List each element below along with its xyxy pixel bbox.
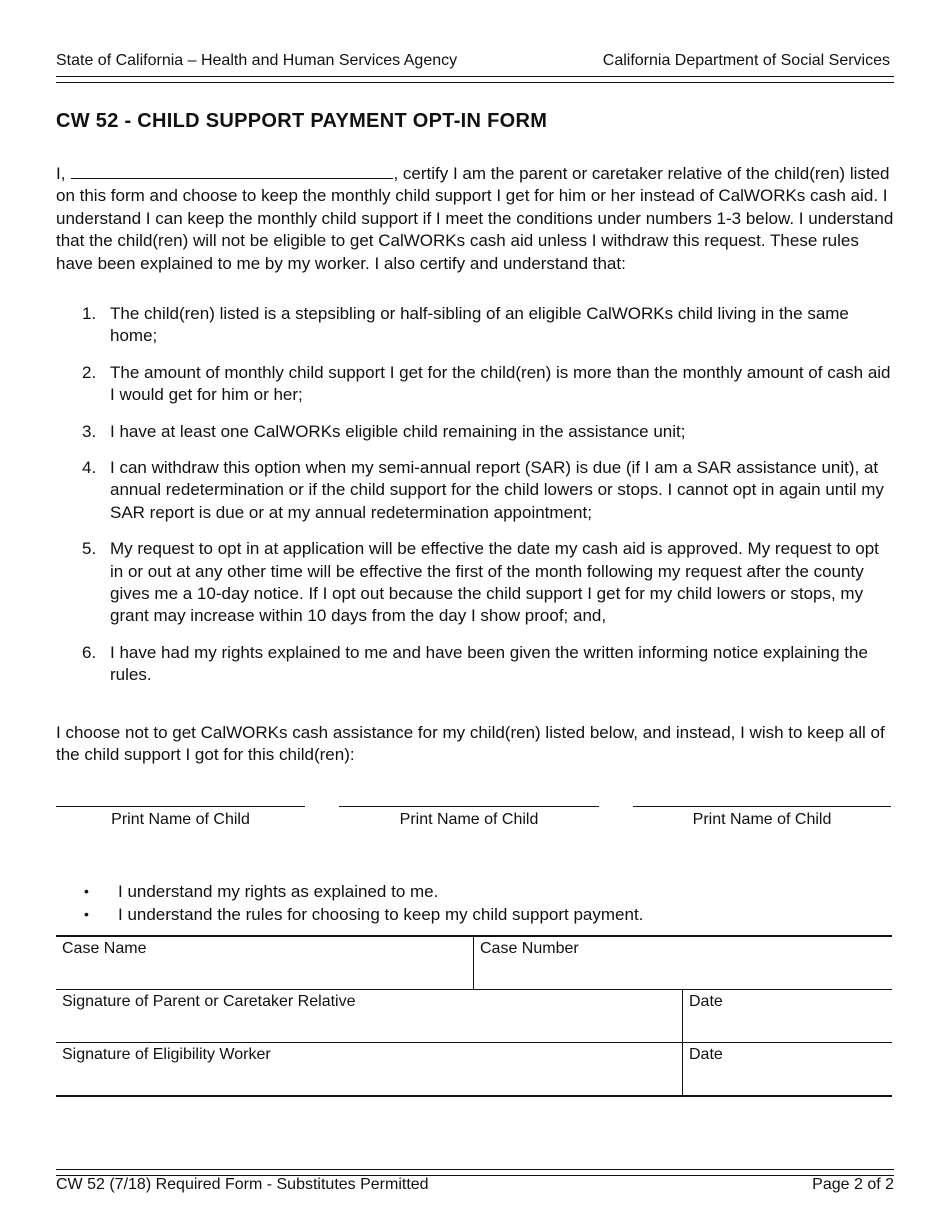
- page-header: [56, 52, 894, 74]
- acknowledgement-text: I understand my rights as explained to me.: [118, 882, 439, 901]
- parent-signature-field[interactable]: [56, 990, 683, 1042]
- conditions-list: [56, 303, 894, 701]
- worker-date-label: Date: [689, 1046, 723, 1063]
- intro-text: , certify I am the parent or caretaker relative of the child(ren) listed on this form and choose to keep the monthly child support I get for him or her instead of CalWORKs cash aid. I understand I can keep the monthly child support if I meet the conditions under numbers 1-3 below. I understand that the child(ren) will not be eligible to get CalWORKs cash aid unless I withdraw this request. These rules have been explained to me by my worker. I also certify and understand that:: [56, 164, 894, 273]
- signature-table: [56, 935, 892, 1097]
- condition-text: I can withdraw this option when my semi-annual report (SAR) is due (if I am a SAR assistance unit), at annual redetermination or if the child support for the child lowers or stops. I cannot opt in again until my SAR report is due or at my annual redetermination appointment;: [110, 458, 884, 522]
- acknowledgement-item: [56, 880, 894, 903]
- page-number: Page 2 of 2: [812, 1176, 894, 1193]
- condition-number: 1.: [82, 304, 97, 323]
- parent-signature-label: Signature of Parent or Caretaker Relative: [62, 993, 356, 1010]
- parent-signature-row: [56, 990, 892, 1043]
- footer-divider: [56, 1169, 894, 1176]
- department-name: California Department of Social Services: [602, 52, 890, 69]
- condition-text: I have at least one CalWORKs eligible child remaining in the assistance unit;: [110, 421, 686, 441]
- case-row: [56, 937, 892, 990]
- parent-date-label: Date: [689, 993, 723, 1010]
- child-name-label: Print Name of Child: [399, 811, 539, 828]
- child-name-field-3: [633, 788, 891, 829]
- agency-name: State of California – Health and Human Services Agency: [56, 52, 458, 69]
- bullet-icon: •: [84, 906, 89, 922]
- form-id: CW 52 (7/18) Required Form - Substitutes Permitted: [56, 1176, 429, 1193]
- child-name-label: Print Name of Child: [692, 811, 832, 828]
- child-name-line[interactable]: [633, 788, 891, 807]
- condition-text: The amount of monthly child support I get for the child(ren) is more than the monthly amount of cash aid I would get for him or her;: [110, 362, 891, 405]
- child-name-field-1: [56, 788, 305, 829]
- bullet-icon: •: [84, 883, 89, 899]
- worker-signature-field[interactable]: [56, 1043, 683, 1095]
- case-name-label: Case Name: [62, 940, 147, 957]
- condition-item: [56, 362, 894, 407]
- condition-item: [56, 303, 894, 348]
- form-title: CW 52 - CHILD SUPPORT PAYMENT OPT-IN FORM: [56, 110, 548, 132]
- child-name-fields: [56, 788, 894, 838]
- condition-item: [56, 538, 894, 628]
- condition-number: 2.: [82, 362, 97, 382]
- worker-signature-label: Signature of Eligibility Worker: [62, 1046, 271, 1063]
- child-name-label: Print Name of Child: [111, 811, 250, 828]
- condition-text: The child(ren) listed is a stepsibling or half-sibling of an eligible CalWORKs child living in the same home;: [110, 304, 849, 346]
- case-number-field[interactable]: [474, 937, 892, 989]
- condition-number: 5.: [82, 539, 97, 559]
- condition-text: My request to opt in at application will be effective the date my cash aid is approved. My request to opt in or out at any other time will be effective the first of the month following my request after the county gives me a 10-day notice. If I opt out because the child support I get for my child lowers or stops, my grant may increase within 10 days from the day I show proof; and,: [110, 539, 879, 626]
- condition-number: 6.: [82, 642, 97, 662]
- header-divider: [56, 76, 894, 83]
- certification-paragraph: [56, 163, 894, 275]
- case-name-field[interactable]: [56, 937, 474, 989]
- acknowledgement-text: I understand the rules for choosing to keep my child support payment.: [118, 905, 644, 924]
- acknowledgement-item: [56, 903, 894, 926]
- condition-item: [56, 421, 894, 443]
- acknowledgement-list: [56, 880, 894, 926]
- case-number-label: Case Number: [480, 940, 579, 957]
- parent-name-blank[interactable]: [71, 164, 393, 179]
- condition-number: 3.: [82, 421, 97, 441]
- intro-prefix: I,: [56, 164, 66, 183]
- condition-item: [56, 642, 894, 687]
- child-name-line[interactable]: [56, 788, 305, 807]
- worker-date-field[interactable]: [683, 1043, 892, 1095]
- worker-signature-row: [56, 1043, 892, 1095]
- condition-text: I have had my rights explained to me and have been given the written informing notice explaining the rules.: [110, 642, 868, 685]
- opt-in-statement: I choose not to get CalWORKs cash assistance for my child(ren) listed below, and instead, I wish to keep all of the child support I got for this child(ren):: [56, 723, 885, 765]
- parent-date-field[interactable]: [683, 990, 892, 1042]
- child-name-line[interactable]: [339, 788, 599, 807]
- child-name-field-2: [339, 788, 599, 829]
- condition-number: 4.: [82, 458, 97, 478]
- condition-item: [56, 457, 894, 524]
